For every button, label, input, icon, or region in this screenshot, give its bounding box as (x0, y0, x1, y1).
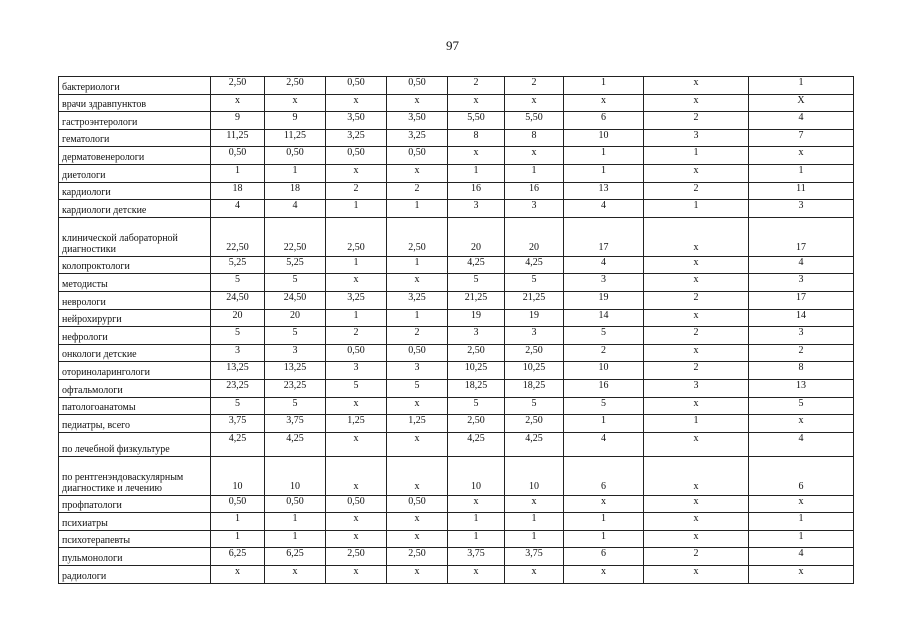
row-label: неврологи (59, 291, 211, 309)
cell-value: 3 (211, 344, 265, 362)
cell-value: 1 (211, 513, 265, 531)
cell-value: x (644, 566, 749, 584)
row-label: бактериологи (59, 77, 211, 95)
cell-value: x (326, 94, 387, 112)
table-row (59, 456, 854, 495)
cell-value: 5 (211, 274, 265, 292)
cell-value: 2 (644, 112, 749, 130)
cell-value: 3,25 (326, 129, 387, 147)
cell-value: 2,50 (448, 344, 505, 362)
cell-value: 13,25 (265, 362, 326, 380)
row-label: педиатры, всего (59, 415, 211, 433)
cell-value: x (644, 94, 749, 112)
cell-value: 6 (749, 456, 854, 495)
cell-value: 0,50 (326, 147, 387, 165)
cell-value: x (387, 513, 448, 531)
cell-value: 1,25 (326, 415, 387, 433)
cell-value: 2,50 (387, 548, 448, 566)
cell-value: 3 (265, 344, 326, 362)
table-row (59, 256, 854, 274)
cell-value: 0,50 (387, 344, 448, 362)
cell-value: 16 (448, 182, 505, 200)
cell-value: x (505, 94, 564, 112)
row-label: методисты (59, 274, 211, 292)
cell-value: 0,50 (265, 147, 326, 165)
cell-value: 1 (448, 530, 505, 548)
cell-value: 0,50 (387, 77, 448, 95)
row-label: гематологи (59, 129, 211, 147)
cell-value: 3 (448, 327, 505, 345)
cell-value: 1 (326, 200, 387, 218)
cell-value: 4 (564, 256, 644, 274)
cell-value: 18 (265, 182, 326, 200)
cell-value: 22,50 (265, 217, 326, 256)
cell-value: 4 (749, 256, 854, 274)
cell-value: x (387, 530, 448, 548)
cell-value: 1 (644, 415, 749, 433)
cell-value: 1 (564, 147, 644, 165)
row-label: нейрохирурги (59, 309, 211, 327)
cell-value: 2,50 (387, 217, 448, 256)
cell-value: 10 (564, 129, 644, 147)
cell-value: 10 (448, 456, 505, 495)
cell-value: 5 (564, 327, 644, 345)
cell-value: 19 (448, 309, 505, 327)
cell-value: 1 (387, 200, 448, 218)
cell-value: 4 (749, 112, 854, 130)
cell-value: x (644, 530, 749, 548)
cell-value: 0,50 (211, 147, 265, 165)
cell-value: 1 (326, 256, 387, 274)
cell-value: x (644, 513, 749, 531)
cell-value: x (387, 274, 448, 292)
cell-value: 3,75 (448, 548, 505, 566)
cell-value: 23,25 (211, 379, 265, 397)
cell-value: 3 (564, 274, 644, 292)
cell-value: 1 (387, 256, 448, 274)
cell-value: x (326, 397, 387, 415)
cell-value: 10 (505, 456, 564, 495)
cell-value: x (387, 164, 448, 182)
cell-value: 5 (448, 274, 505, 292)
cell-value: 3 (326, 362, 387, 380)
cell-value: 2,50 (326, 217, 387, 256)
cell-value: 1 (749, 164, 854, 182)
cell-value: 6 (564, 112, 644, 130)
row-label: по рентгенэндоваскулярным диагностике и лечению (59, 456, 211, 495)
cell-value: x (326, 456, 387, 495)
cell-value: 20 (505, 217, 564, 256)
cell-value: 2 (564, 344, 644, 362)
cell-value: x (211, 94, 265, 112)
cell-value: 2 (387, 182, 448, 200)
cell-value: 20 (211, 309, 265, 327)
cell-value: x (505, 147, 564, 165)
cell-value: 5 (505, 274, 564, 292)
row-label: кардиологи (59, 182, 211, 200)
cell-value: 1 (265, 513, 326, 531)
cell-value: 4,25 (265, 432, 326, 456)
cell-value: 1 (505, 164, 564, 182)
cell-value: 5 (265, 327, 326, 345)
table-row (59, 291, 854, 309)
cell-value: 4 (564, 200, 644, 218)
table-row (59, 274, 854, 292)
cell-value: 3 (505, 327, 564, 345)
cell-value: 5 (505, 397, 564, 415)
cell-value: 2 (326, 327, 387, 345)
row-label: офтальмологи (59, 379, 211, 397)
cell-value: 3,50 (326, 112, 387, 130)
cell-value: x (326, 566, 387, 584)
cell-value: 1 (564, 77, 644, 95)
cell-value: 3,25 (387, 291, 448, 309)
cell-value: 3,25 (326, 291, 387, 309)
table-row (59, 344, 854, 362)
table-row (59, 164, 854, 182)
cell-value: 1 (387, 309, 448, 327)
cell-value: 1 (211, 164, 265, 182)
cell-value: 9 (265, 112, 326, 130)
cell-value: x (387, 566, 448, 584)
cell-value: 2 (644, 182, 749, 200)
cell-value: X (749, 94, 854, 112)
row-label: диетологи (59, 164, 211, 182)
cell-value: 3,25 (387, 129, 448, 147)
row-label: патологоанатомы (59, 397, 211, 415)
cell-value: x (749, 495, 854, 513)
cell-value: 6 (564, 456, 644, 495)
row-label: по лечебной физкультуре (59, 432, 211, 456)
cell-value: 6,25 (265, 548, 326, 566)
cell-value: 3 (387, 362, 448, 380)
cell-value: 5 (564, 397, 644, 415)
cell-value: 3,75 (211, 415, 265, 433)
cell-value: 11,25 (265, 129, 326, 147)
cell-value: 3 (505, 200, 564, 218)
cell-value: x (749, 415, 854, 433)
cell-value: 4 (749, 432, 854, 456)
cell-value: 3 (448, 200, 505, 218)
cell-value: 22,50 (211, 217, 265, 256)
cell-value: 2 (448, 77, 505, 95)
cell-value: 4,25 (505, 256, 564, 274)
cell-value: 1 (505, 530, 564, 548)
cell-value: 1 (564, 513, 644, 531)
table-row (59, 548, 854, 566)
cell-value: 2 (644, 327, 749, 345)
cell-value: 20 (265, 309, 326, 327)
row-label: кардиологи детские (59, 200, 211, 218)
cell-value: 1 (265, 164, 326, 182)
cell-value: x (749, 566, 854, 584)
cell-value: 1 (448, 513, 505, 531)
cell-value: 24,50 (265, 291, 326, 309)
cell-value: 2,50 (505, 344, 564, 362)
cell-value: x (644, 309, 749, 327)
cell-value: 13 (749, 379, 854, 397)
cell-value: 4 (749, 548, 854, 566)
row-label: радиологи (59, 566, 211, 584)
cell-value: 1 (211, 530, 265, 548)
row-label: клинической лабораторной диагностики (59, 217, 211, 256)
cell-value: 0,50 (265, 495, 326, 513)
table-row (59, 530, 854, 548)
cell-value: x (505, 495, 564, 513)
cell-value: 4,25 (505, 432, 564, 456)
cell-value: 21,25 (448, 291, 505, 309)
cell-value: 2 (505, 77, 564, 95)
row-label: гастроэнтерологи (59, 112, 211, 130)
cell-value: x (564, 495, 644, 513)
cell-value: 14 (749, 309, 854, 327)
cell-value: 2 (749, 344, 854, 362)
cell-value: 3 (644, 379, 749, 397)
table-row (59, 495, 854, 513)
cell-value: 24,50 (211, 291, 265, 309)
cell-value: 2 (387, 327, 448, 345)
cell-value: x (448, 495, 505, 513)
cell-value: 2,50 (326, 548, 387, 566)
cell-value: 1 (265, 530, 326, 548)
cell-value: x (448, 566, 505, 584)
cell-value: 1 (644, 147, 749, 165)
cell-value: 10,25 (505, 362, 564, 380)
cell-value: 1 (448, 164, 505, 182)
table-row (59, 566, 854, 584)
cell-value: 2,50 (505, 415, 564, 433)
cell-value: 4 (211, 200, 265, 218)
table-row (59, 147, 854, 165)
cell-value: 3 (749, 274, 854, 292)
cell-value: x (564, 566, 644, 584)
cell-value: x (387, 432, 448, 456)
cell-value: x (448, 94, 505, 112)
cell-value: 5,50 (505, 112, 564, 130)
cell-value: x (448, 147, 505, 165)
cell-value: 0,50 (387, 147, 448, 165)
cell-value: x (644, 432, 749, 456)
cell-value: 6,25 (211, 548, 265, 566)
row-label: онкологи детские (59, 344, 211, 362)
cell-value: 11,25 (211, 129, 265, 147)
cell-value: 17 (564, 217, 644, 256)
cell-value: x (644, 217, 749, 256)
page-number: 97 (446, 38, 459, 53)
table-row (59, 513, 854, 531)
cell-value: 1,25 (387, 415, 448, 433)
table-row (59, 200, 854, 218)
cell-value: 21,25 (505, 291, 564, 309)
table-row (59, 94, 854, 112)
cell-value: 4 (564, 432, 644, 456)
cell-value: 0,50 (387, 495, 448, 513)
row-label: врачи здравпунктов (59, 94, 211, 112)
cell-value: 0,50 (326, 77, 387, 95)
cell-value: x (749, 147, 854, 165)
cell-value: 16 (564, 379, 644, 397)
cell-value: 3 (749, 200, 854, 218)
cell-value: 2 (644, 548, 749, 566)
cell-value: 6 (564, 548, 644, 566)
cell-value: 2 (326, 182, 387, 200)
cell-value: 8 (505, 129, 564, 147)
cell-value: 17 (749, 291, 854, 309)
table-row (59, 432, 854, 456)
cell-value: 3,75 (505, 548, 564, 566)
row-label: нефрологи (59, 327, 211, 345)
table-row (59, 182, 854, 200)
cell-value: x (644, 344, 749, 362)
cell-value: 9 (211, 112, 265, 130)
cell-value: 1 (326, 309, 387, 327)
cell-value: 2,50 (211, 77, 265, 95)
cell-value: 5,50 (448, 112, 505, 130)
cell-value: x (326, 513, 387, 531)
cell-value: x (211, 566, 265, 584)
cell-value: 8 (448, 129, 505, 147)
row-label: психотерапевты (59, 530, 211, 548)
cell-value: 5,25 (211, 256, 265, 274)
table-row (59, 362, 854, 380)
cell-value: 1 (749, 530, 854, 548)
table-row (59, 129, 854, 147)
cell-value: x (644, 77, 749, 95)
cell-value: 3,50 (387, 112, 448, 130)
cell-value: 14 (564, 309, 644, 327)
cell-value: 20 (448, 217, 505, 256)
cell-value: x (326, 274, 387, 292)
cell-value: 5 (265, 397, 326, 415)
row-label: пульмонологи (59, 548, 211, 566)
cell-value: 1 (749, 77, 854, 95)
row-label: колопроктологи (59, 256, 211, 274)
cell-value: 2 (644, 362, 749, 380)
table-row (59, 217, 854, 256)
cell-value: 1 (749, 513, 854, 531)
cell-value: 5 (211, 327, 265, 345)
cell-value: 1 (564, 415, 644, 433)
cell-value: 10 (211, 456, 265, 495)
cell-value: 10,25 (448, 362, 505, 380)
cell-value: x (644, 495, 749, 513)
cell-value: 5 (326, 379, 387, 397)
staffing-table (58, 76, 854, 584)
row-label: профпатологи (59, 495, 211, 513)
cell-value: 19 (564, 291, 644, 309)
cell-value: x (326, 432, 387, 456)
cell-value: 18 (211, 182, 265, 200)
cell-value: 0,50 (326, 344, 387, 362)
cell-value: 5 (211, 397, 265, 415)
cell-value: 11 (749, 182, 854, 200)
cell-value: x (265, 566, 326, 584)
cell-value: 18,25 (505, 379, 564, 397)
cell-value: x (505, 566, 564, 584)
cell-value: 0,50 (326, 495, 387, 513)
cell-value: x (644, 256, 749, 274)
row-label: оториноларингологи (59, 362, 211, 380)
cell-value: 1 (505, 513, 564, 531)
cell-value: 4,25 (448, 432, 505, 456)
row-label: дерматовенерологи (59, 147, 211, 165)
cell-value: x (644, 274, 749, 292)
cell-value: 2,50 (448, 415, 505, 433)
cell-value: 2 (644, 291, 749, 309)
cell-value: 5 (448, 397, 505, 415)
cell-value: 10 (265, 456, 326, 495)
cell-value: 19 (505, 309, 564, 327)
table-row (59, 112, 854, 130)
cell-value: 4,25 (448, 256, 505, 274)
cell-value: 8 (749, 362, 854, 380)
cell-value: 3 (644, 129, 749, 147)
table-row (59, 309, 854, 327)
cell-value: x (387, 456, 448, 495)
cell-value: 1 (564, 530, 644, 548)
cell-value: 4,25 (211, 432, 265, 456)
cell-value: 17 (749, 217, 854, 256)
cell-value: x (387, 94, 448, 112)
cell-value: 18,25 (448, 379, 505, 397)
table-body (59, 77, 854, 584)
cell-value: 10 (564, 362, 644, 380)
cell-value: 1 (644, 200, 749, 218)
cell-value: 5 (387, 379, 448, 397)
cell-value: 13,25 (211, 362, 265, 380)
cell-value: x (326, 164, 387, 182)
table-row (59, 327, 854, 345)
table-row (59, 379, 854, 397)
cell-value: 3 (749, 327, 854, 345)
cell-value: 16 (505, 182, 564, 200)
cell-value: 7 (749, 129, 854, 147)
cell-value: 23,25 (265, 379, 326, 397)
cell-value: 4 (265, 200, 326, 218)
row-label: психиатры (59, 513, 211, 531)
table-row (59, 77, 854, 95)
table-row (59, 415, 854, 433)
cell-value: 1 (564, 164, 644, 182)
cell-value: x (265, 94, 326, 112)
cell-value: x (326, 530, 387, 548)
cell-value: x (387, 397, 448, 415)
cell-value: x (644, 397, 749, 415)
cell-value: 3,75 (265, 415, 326, 433)
cell-value: x (564, 94, 644, 112)
cell-value: 5,25 (265, 256, 326, 274)
cell-value: 2,50 (265, 77, 326, 95)
cell-value: x (644, 456, 749, 495)
cell-value: x (644, 164, 749, 182)
cell-value: 0,50 (211, 495, 265, 513)
cell-value: 5 (265, 274, 326, 292)
table-row (59, 397, 854, 415)
cell-value: 5 (749, 397, 854, 415)
cell-value: 13 (564, 182, 644, 200)
